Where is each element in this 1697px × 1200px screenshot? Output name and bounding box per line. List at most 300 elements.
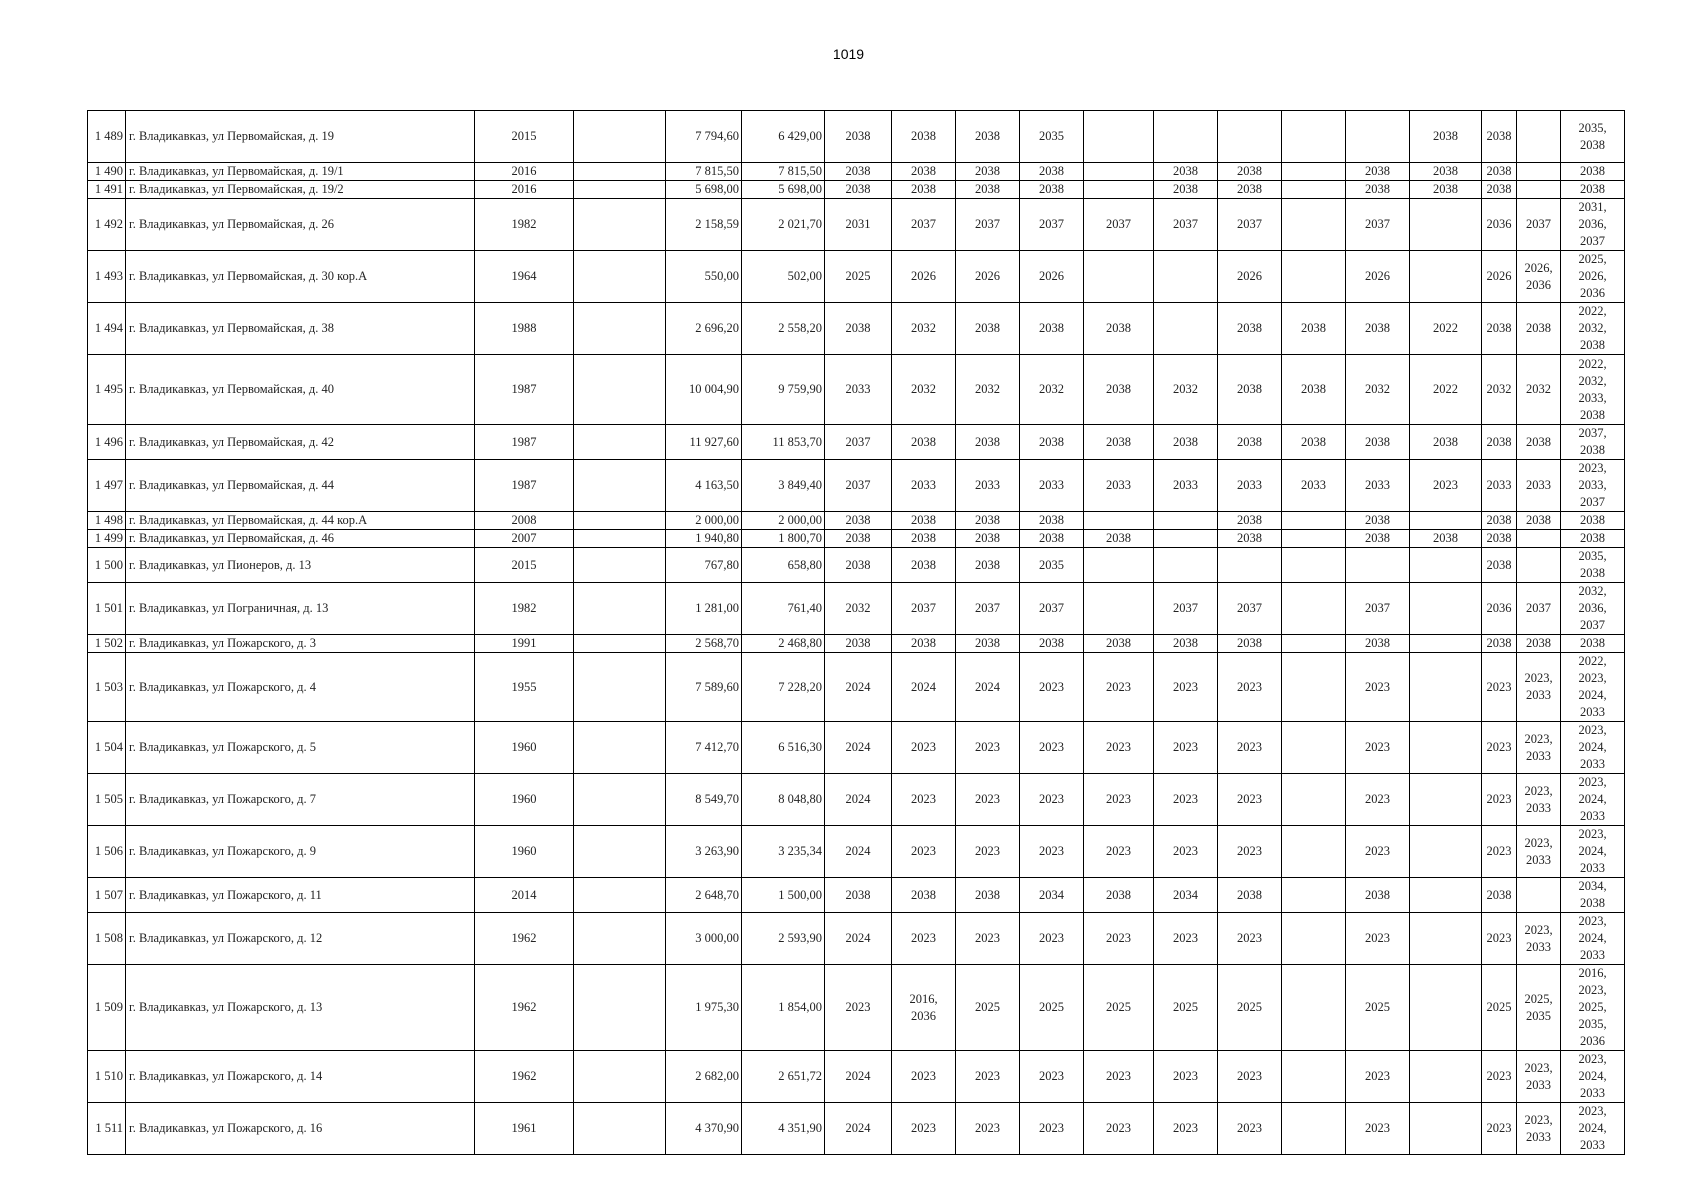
year-cell: 2038 [1410, 425, 1482, 460]
row-number-cell: 1 511 [88, 1103, 126, 1155]
year-cell: 2024 [825, 774, 892, 826]
year-cell: 2038 [956, 530, 1020, 548]
year-cell: 2038 [1218, 878, 1282, 913]
year-cell [1282, 251, 1346, 303]
year-cell: 2023 [1218, 722, 1282, 774]
table-row [88, 826, 1625, 878]
row-number-cell: 1 507 [88, 878, 126, 913]
year-cell: 2023 [1218, 1051, 1282, 1103]
year-cell [1517, 163, 1561, 181]
address-cell: г. Владикавказ, ул Первомайская, д. 19 [126, 111, 475, 163]
year-cell: 2023 [1482, 913, 1517, 965]
build-year-cell: 1962 [475, 913, 574, 965]
blank-cell [574, 583, 666, 635]
year-cell: 2025, 2035 [1517, 965, 1561, 1051]
year-cell: 2026 [1218, 251, 1282, 303]
build-year-cell: 2015 [475, 548, 574, 583]
address-cell: г. Владикавказ, ул Пограничная, д. 13 [126, 583, 475, 635]
build-year-cell: 1964 [475, 251, 574, 303]
living-area-cell: 1 800,70 [742, 530, 825, 548]
year-cell: 2025 [825, 251, 892, 303]
build-year-cell: 1987 [475, 460, 574, 512]
year-cell [1410, 251, 1482, 303]
blank-cell [574, 1051, 666, 1103]
row-number-cell: 1 493 [88, 251, 126, 303]
year-cell: 2023 [1346, 1103, 1410, 1155]
year-cell: 2023, 2033 [1517, 1051, 1561, 1103]
total-area-cell: 11 927,60 [666, 425, 742, 460]
year-cell: 2038 [1346, 163, 1410, 181]
table-row [88, 512, 1625, 530]
year-cell: 2016, 2036 [892, 965, 956, 1051]
build-year-cell: 1988 [475, 303, 574, 355]
table-row [88, 303, 1625, 355]
year-cell [1084, 181, 1154, 199]
year-cell: 2023 [1346, 774, 1410, 826]
year-cell: 2038 [956, 163, 1020, 181]
year-cell [1346, 111, 1410, 163]
living-area-cell: 658,80 [742, 548, 825, 583]
address-cell: г. Владикавказ, ул Пожарского, д. 3 [126, 635, 475, 653]
year-cell: 2032 [1020, 355, 1084, 425]
housing-registry-table [87, 110, 1625, 1155]
blank-cell [574, 460, 666, 512]
year-cell: 2037 [1020, 199, 1084, 251]
year-cell: 2038 [825, 635, 892, 653]
year-cell [1410, 199, 1482, 251]
year-cell: 2026 [892, 251, 956, 303]
year-cell: 2038 [1482, 635, 1517, 653]
year-cell: 2037 [825, 425, 892, 460]
year-cell: 2024 [825, 722, 892, 774]
year-cell: 2038 [1482, 425, 1517, 460]
total-area-cell: 2 000,00 [666, 512, 742, 530]
year-cell: 2038 [1154, 181, 1218, 199]
year-cell: 2038 [956, 303, 1020, 355]
year-cell [1282, 1103, 1346, 1155]
year-cell: 2023 [956, 1103, 1020, 1155]
year-cell: 2025 [1154, 965, 1218, 1051]
year-cell: 2033 [1482, 460, 1517, 512]
year-cell: 2038 [1154, 635, 1218, 653]
year-cell: 2023 [1154, 653, 1218, 722]
year-cell: 2038 [892, 512, 956, 530]
year-cell [1410, 1051, 1482, 1103]
year-cell: 2023 [1482, 1103, 1517, 1155]
year-cell [1084, 583, 1154, 635]
year-cell: 2025 [1346, 965, 1410, 1051]
year-cell: 2023, 2033 [1517, 653, 1561, 722]
year-cell [1084, 251, 1154, 303]
year-cell: 2038 [825, 181, 892, 199]
year-cell: 2037, 2038 [1561, 425, 1625, 460]
year-cell: 2037 [1346, 583, 1410, 635]
year-cell: 2034, 2038 [1561, 878, 1625, 913]
year-cell: 2023 [825, 965, 892, 1051]
year-cell: 2037 [1154, 583, 1218, 635]
year-cell: 2038 [1482, 530, 1517, 548]
year-cell: 2022 [1410, 303, 1482, 355]
page-number: 1019 [832, 46, 865, 62]
year-cell [1154, 512, 1218, 530]
blank-cell [574, 512, 666, 530]
year-cell: 2038 [1561, 163, 1625, 181]
year-cell: 2038 [1410, 111, 1482, 163]
year-cell: 2026 [1020, 251, 1084, 303]
year-cell: 2038 [1410, 163, 1482, 181]
living-area-cell: 5 698,00 [742, 181, 825, 199]
year-cell: 2038 [956, 878, 1020, 913]
year-cell [1282, 1051, 1346, 1103]
year-cell: 2038 [1084, 530, 1154, 548]
year-cell: 2038 [1561, 530, 1625, 548]
address-cell: г. Владикавказ, ул Пожарского, д. 5 [126, 722, 475, 774]
year-cell [1084, 548, 1154, 583]
year-cell [1282, 635, 1346, 653]
living-area-cell: 7 815,50 [742, 163, 825, 181]
year-cell: 2023 [1346, 826, 1410, 878]
year-cell: 2034 [1020, 878, 1084, 913]
year-cell: 2035, 2038 [1561, 548, 1625, 583]
year-cell [1282, 530, 1346, 548]
year-cell: 2037 [1154, 199, 1218, 251]
build-year-cell: 1960 [475, 826, 574, 878]
year-cell [1282, 653, 1346, 722]
year-cell: 2023 [956, 913, 1020, 965]
year-cell: 2032 [892, 355, 956, 425]
year-cell: 2025 [1482, 965, 1517, 1051]
address-cell: г. Владикавказ, ул Первомайская, д. 46 [126, 530, 475, 548]
total-area-cell: 1 940,80 [666, 530, 742, 548]
year-cell: 2025 [1218, 965, 1282, 1051]
year-cell: 2038 [1282, 303, 1346, 355]
build-year-cell: 1991 [475, 635, 574, 653]
year-cell: 2033 [1020, 460, 1084, 512]
build-year-cell: 1960 [475, 774, 574, 826]
total-area-cell: 3 263,90 [666, 826, 742, 878]
year-cell: 2038 [1154, 425, 1218, 460]
table-row [88, 583, 1625, 635]
year-cell: 2038 [1482, 548, 1517, 583]
row-number-cell: 1 492 [88, 199, 126, 251]
total-area-cell: 4 370,90 [666, 1103, 742, 1155]
year-cell: 2016, 2023, 2025, 2035, 2036 [1561, 965, 1625, 1051]
year-cell: 2032 [892, 303, 956, 355]
build-year-cell: 1962 [475, 965, 574, 1051]
year-cell [1282, 583, 1346, 635]
year-cell: 2038 [1218, 512, 1282, 530]
build-year-cell: 2007 [475, 530, 574, 548]
table-row [88, 878, 1625, 913]
year-cell: 2023 [956, 722, 1020, 774]
blank-cell [574, 635, 666, 653]
year-cell: 2038 [956, 635, 1020, 653]
row-number-cell: 1 508 [88, 913, 126, 965]
build-year-cell: 2016 [475, 181, 574, 199]
total-area-cell: 5 698,00 [666, 181, 742, 199]
year-cell: 2035 [1020, 548, 1084, 583]
year-cell: 2038 [825, 111, 892, 163]
year-cell: 2023, 2033 [1517, 774, 1561, 826]
year-cell [1154, 530, 1218, 548]
year-cell: 2036 [1482, 583, 1517, 635]
year-cell: 2023 [1154, 826, 1218, 878]
year-cell: 2038 [825, 303, 892, 355]
address-cell: г. Владикавказ, ул Первомайская, д. 26 [126, 199, 475, 251]
blank-cell [574, 163, 666, 181]
year-cell: 2038 [1084, 303, 1154, 355]
year-cell: 2023 [1154, 1103, 1218, 1155]
year-cell: 2038 [892, 181, 956, 199]
blank-cell [574, 774, 666, 826]
year-cell: 2033 [1346, 460, 1410, 512]
year-cell: 2023 [956, 826, 1020, 878]
year-cell: 2023 [1084, 913, 1154, 965]
year-cell [1410, 774, 1482, 826]
year-cell: 2023 [1020, 774, 1084, 826]
year-cell: 2037 [1020, 583, 1084, 635]
year-cell: 2038 [956, 425, 1020, 460]
year-cell: 2023, 2024, 2033 [1561, 722, 1625, 774]
year-cell: 2023 [1020, 826, 1084, 878]
year-cell: 2023 [1020, 1103, 1084, 1155]
year-cell: 2023 [892, 826, 956, 878]
total-area-cell: 2 158,59 [666, 199, 742, 251]
year-cell: 2038 [1020, 512, 1084, 530]
year-cell: 2024 [825, 1103, 892, 1155]
year-cell: 2032 [956, 355, 1020, 425]
year-cell [1084, 512, 1154, 530]
year-cell [1282, 913, 1346, 965]
year-cell: 2023 [1482, 826, 1517, 878]
total-area-cell: 2 696,20 [666, 303, 742, 355]
table-row [88, 163, 1625, 181]
year-cell [1282, 965, 1346, 1051]
year-cell: 2031, 2036, 2037 [1561, 199, 1625, 251]
year-cell: 2023 [1084, 653, 1154, 722]
year-cell: 2038 [1218, 181, 1282, 199]
year-cell: 2038 [1410, 181, 1482, 199]
address-cell: г. Владикавказ, ул Первомайская, д. 38 [126, 303, 475, 355]
address-cell: г. Владикавказ, ул Пожарского, д. 7 [126, 774, 475, 826]
year-cell [1346, 548, 1410, 583]
year-cell: 2038 [892, 878, 956, 913]
year-cell: 2038 [825, 878, 892, 913]
build-year-cell: 1955 [475, 653, 574, 722]
year-cell [1410, 583, 1482, 635]
address-cell: г. Владикавказ, ул Пожарского, д. 12 [126, 913, 475, 965]
blank-cell [574, 722, 666, 774]
blank-cell [574, 530, 666, 548]
year-cell: 2038 [1020, 635, 1084, 653]
table-row [88, 181, 1625, 199]
year-cell [1282, 163, 1346, 181]
year-cell: 2038 [1561, 512, 1625, 530]
year-cell: 2023 [1218, 774, 1282, 826]
year-cell: 2032, 2036, 2037 [1561, 583, 1625, 635]
total-area-cell: 4 163,50 [666, 460, 742, 512]
year-cell: 2023 [1020, 653, 1084, 722]
table-row [88, 1103, 1625, 1155]
year-cell: 2023 [1482, 653, 1517, 722]
table-row [88, 1051, 1625, 1103]
year-cell: 2032 [1346, 355, 1410, 425]
year-cell: 2033 [956, 460, 1020, 512]
year-cell: 2038 [1084, 635, 1154, 653]
year-cell: 2023 [1084, 1103, 1154, 1155]
year-cell: 2023, 2024, 2033 [1561, 826, 1625, 878]
year-cell: 2023 [1084, 722, 1154, 774]
year-cell: 2026, 2036 [1517, 251, 1561, 303]
year-cell: 2038 [956, 512, 1020, 530]
year-cell [1218, 111, 1282, 163]
row-number-cell: 1 496 [88, 425, 126, 460]
build-year-cell: 2014 [475, 878, 574, 913]
year-cell: 2038 [1517, 512, 1561, 530]
table-row [88, 355, 1625, 425]
year-cell: 2038 [1346, 635, 1410, 653]
year-cell [1282, 774, 1346, 826]
year-cell: 2035 [1020, 111, 1084, 163]
living-area-cell: 11 853,70 [742, 425, 825, 460]
build-year-cell: 1961 [475, 1103, 574, 1155]
year-cell [1517, 111, 1561, 163]
year-cell: 2023, 2033 [1517, 1103, 1561, 1155]
table-row [88, 774, 1625, 826]
table-row [88, 199, 1625, 251]
blank-cell [574, 913, 666, 965]
year-cell: 2024 [825, 913, 892, 965]
year-cell: 2033 [1084, 460, 1154, 512]
living-area-cell: 3 235,34 [742, 826, 825, 878]
blank-cell [574, 826, 666, 878]
year-cell: 2024 [825, 826, 892, 878]
total-area-cell: 7 589,60 [666, 653, 742, 722]
living-area-cell: 3 849,40 [742, 460, 825, 512]
year-cell: 2023 [892, 913, 956, 965]
year-cell [1410, 653, 1482, 722]
year-cell: 2023 [1346, 653, 1410, 722]
year-cell: 2038 [1282, 355, 1346, 425]
blank-cell [574, 181, 666, 199]
living-area-cell: 2 593,90 [742, 913, 825, 965]
year-cell: 2023 [1482, 774, 1517, 826]
living-area-cell: 6 516,30 [742, 722, 825, 774]
year-cell: 2023, 2033 [1517, 722, 1561, 774]
total-area-cell: 2 648,70 [666, 878, 742, 913]
blank-cell [574, 878, 666, 913]
year-cell: 2037 [1218, 199, 1282, 251]
address-cell: г. Владикавказ, ул Первомайская, д. 19/1 [126, 163, 475, 181]
year-cell: 2023, 2033 [1517, 826, 1561, 878]
total-area-cell: 2 568,70 [666, 635, 742, 653]
year-cell: 2023 [1084, 1051, 1154, 1103]
address-cell: г. Владикавказ, ул Первомайская, д. 40 [126, 355, 475, 425]
row-number-cell: 1 504 [88, 722, 126, 774]
year-cell: 2023 [1346, 913, 1410, 965]
year-cell: 2023 [1482, 1051, 1517, 1103]
living-area-cell: 8 048,80 [742, 774, 825, 826]
total-area-cell: 7 815,50 [666, 163, 742, 181]
year-cell: 2038 [1561, 181, 1625, 199]
address-cell: г. Владикавказ, ул Первомайская, д. 30 кор.А [126, 251, 475, 303]
build-year-cell: 2015 [475, 111, 574, 163]
year-cell: 2038 [1084, 355, 1154, 425]
year-cell: 2033 [1154, 460, 1218, 512]
year-cell: 2023 [1020, 1051, 1084, 1103]
table-row [88, 251, 1625, 303]
total-area-cell: 550,00 [666, 251, 742, 303]
year-cell: 2023 [892, 722, 956, 774]
year-cell [1282, 199, 1346, 251]
build-year-cell: 1960 [475, 722, 574, 774]
year-cell: 2036 [1482, 199, 1517, 251]
living-area-cell: 9 759,90 [742, 355, 825, 425]
year-cell: 2032 [1517, 355, 1561, 425]
total-area-cell: 3 000,00 [666, 913, 742, 965]
living-area-cell: 2 000,00 [742, 512, 825, 530]
year-cell: 2038 [1020, 425, 1084, 460]
year-cell: 2023 [892, 1103, 956, 1155]
row-number-cell: 1 495 [88, 355, 126, 425]
year-cell: 2037 [1517, 583, 1561, 635]
year-cell: 2023 [1084, 826, 1154, 878]
living-area-cell: 502,00 [742, 251, 825, 303]
year-cell [1282, 548, 1346, 583]
year-cell: 2038 [1517, 425, 1561, 460]
build-year-cell: 1982 [475, 199, 574, 251]
year-cell: 2038 [892, 163, 956, 181]
blank-cell [574, 303, 666, 355]
year-cell: 2038 [1346, 512, 1410, 530]
address-cell: г. Владикавказ, ул Первомайская, д. 44 [126, 460, 475, 512]
year-cell: 2023, 2033 [1517, 913, 1561, 965]
living-area-cell: 6 429,00 [742, 111, 825, 163]
address-cell: г. Владикавказ, ул Первомайская, д. 42 [126, 425, 475, 460]
year-cell: 2038 [1346, 530, 1410, 548]
year-cell: 2038 [1482, 878, 1517, 913]
year-cell [1517, 548, 1561, 583]
year-cell [1282, 181, 1346, 199]
year-cell: 2037 [892, 199, 956, 251]
year-cell: 2038 [1561, 635, 1625, 653]
year-cell: 2026 [1346, 251, 1410, 303]
table-row [88, 722, 1625, 774]
year-cell: 2024 [825, 653, 892, 722]
year-cell [1218, 548, 1282, 583]
row-number-cell: 1 489 [88, 111, 126, 163]
year-cell: 2023 [892, 1051, 956, 1103]
year-cell: 2023 [1218, 913, 1282, 965]
blank-cell [574, 548, 666, 583]
year-cell: 2038 [1218, 163, 1282, 181]
row-number-cell: 1 503 [88, 653, 126, 722]
year-cell: 2038 [1218, 303, 1282, 355]
year-cell: 2038 [1218, 425, 1282, 460]
year-cell: 2033 [1218, 460, 1282, 512]
year-cell: 2023 [1482, 722, 1517, 774]
year-cell: 2034 [1154, 878, 1218, 913]
year-cell: 2022, 2032, 2038 [1561, 303, 1625, 355]
year-cell: 2038 [1346, 878, 1410, 913]
year-cell: 2038 [892, 548, 956, 583]
year-cell: 2037 [1346, 199, 1410, 251]
blank-cell [574, 199, 666, 251]
year-cell: 2023, 2024, 2033 [1561, 1103, 1625, 1155]
address-cell: г. Владикавказ, ул Первомайская, д. 19/2 [126, 181, 475, 199]
year-cell: 2033 [1282, 460, 1346, 512]
build-year-cell: 1962 [475, 1051, 574, 1103]
